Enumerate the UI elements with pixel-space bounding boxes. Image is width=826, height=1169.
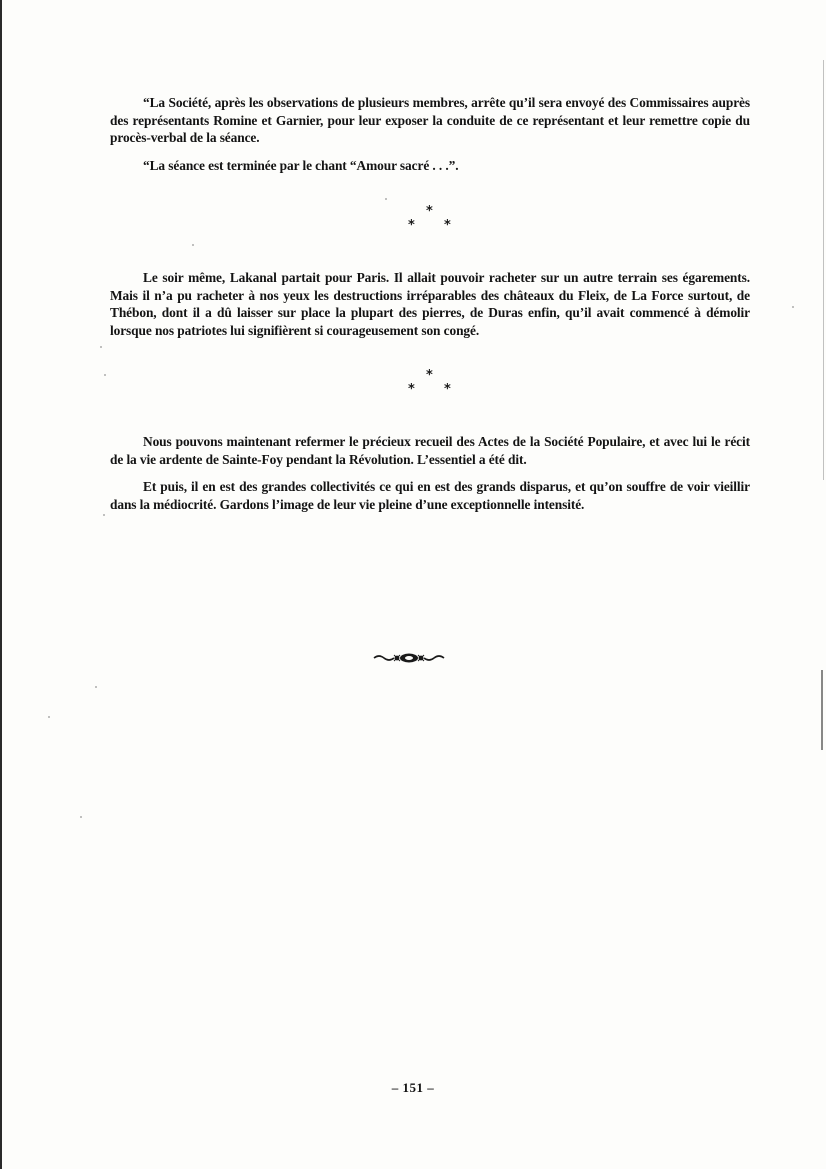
page-number: – 151 – [391,1080,435,1095]
asterism-divider-1 [400,204,460,236]
scan-speck [95,686,97,688]
scan-speck [792,306,794,308]
paragraph-lakanal-departure: Le soir même, Lakanal partait pour Paris. Il allait pouvoir racheter sur un autre terrain ses égarements. Mais il n’a pu racheter à nos yeux les destructions irréparables des châteaux du Fleix, de La Force surtout, de Thébon, dont il a dû laisser sur place la plupart des pierres, de Duras enfin, qu’il avait commencé à démolir lorsque nos patriotes lui signifièrent si courageusement son congé. [110,270,750,338]
scan-edge-right [823,60,824,480]
scan-speck [48,716,50,718]
page-body [110,94,750,513]
paragraph-session-ended: “La séance est terminée par le chant “Amour sacré . . .”. [143,157,459,173]
asterism-divider-2 [400,368,460,400]
asterisk-mark: * [444,382,451,397]
asterisk-mark: * [426,368,433,383]
scan-edge-right-mark [821,670,823,750]
paragraph-society-decision: “La Société, après les observations de plusieurs membres, arrête qu’il sera envoyé des Commissaires auprès des représentants Romine et Garnier, pour leur exposer la conduite de ce représentant et leur remettre copie du procès-verbal de la séance. [110,95,750,145]
asterisk-mark: * [408,218,415,233]
paragraph-closing-records: Nous pouvons maintenant refermer le précieux recueil des Actes de la Société Populaire, et avec lui le récit de la vie ardente de Sainte-Foy pendant la Révolution. L’essentiel a été dit. [110,434,750,467]
asterisk-mark: * [444,218,451,233]
scan-speck [100,346,102,348]
scan-speck [103,514,105,516]
asterisk-mark: * [408,382,415,397]
scan-speck [80,816,82,818]
scan-edge-left [0,0,2,1169]
asterisk-mark: * [426,204,433,219]
paragraph-collectivities: Et puis, il en est des grandes collectivités ce qui en est des grands disparus, et qu’on souffre de voir vieillir dans la médiocrité. Gardons l’image de leur vie pleine d’une exceptionnelle intensité. [110,479,750,512]
end-ornament-icon [373,652,445,664]
scan-speck [104,374,106,376]
